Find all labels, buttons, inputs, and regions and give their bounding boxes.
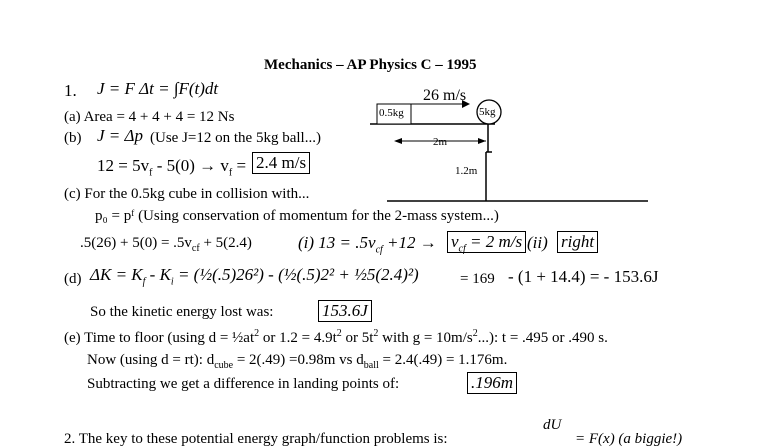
part-b-note: (Use J=12 on the 5kg ball...) bbox=[150, 130, 321, 146]
part-c-ii-label: (ii) bbox=[527, 233, 548, 252]
ball-label: 5kg bbox=[479, 106, 496, 118]
part-b-answer: 2.4 m/s bbox=[252, 152, 310, 174]
part-c-momentum: p₀ = pᶠ (Using conservation of momentum for the 2-mass system...) bbox=[95, 208, 499, 224]
part-d-label: (d) bbox=[64, 271, 82, 287]
part-c-equation: $.5(26) + 5(0) = .5v_{cf} + 5(2.4)$ bbox=[80, 235, 252, 254]
part-d-result: = 169 bbox=[460, 271, 495, 287]
part-d-equation: $\Delta K = K_f - K_i$ = (½(.5)26²) - (½(.5)2² + ½5(2.4)²) bbox=[90, 265, 419, 288]
problem-2-equation: = F(x) (a biggie!) bbox=[575, 431, 683, 447]
part-e-text: (e) Time to floor (using $d = \frac{1}{2}at^2$ or $1.2 = 4.9t^2$ or $5t^2$ with $g = 10m/s^2$...): t = .495 or .490 s. bbox=[64, 328, 608, 346]
height-label: 1.2m bbox=[455, 165, 478, 177]
problem-2-text: 2. The key to these potential energy graph/function problems is: bbox=[64, 431, 448, 447]
problem-number: 1. bbox=[64, 81, 77, 100]
part-e-answer: .196m bbox=[467, 372, 517, 394]
distance-arrowhead-left bbox=[394, 138, 402, 144]
part-a-text: (a) Area = 4 + 4 + 4 = 12 Ns bbox=[64, 109, 235, 125]
part-e-subtract: Subtracting we get a difference in landing points of: bbox=[87, 376, 400, 392]
part-e-now: Now (using d = rt): $d_{cube} = 2(.49) =0.98m$ vs $d_{ball} = 2.4(.49) = 1.176m$. bbox=[87, 352, 508, 371]
part-b-equation: J = Δp bbox=[97, 126, 143, 145]
part-d-answer: 153.6J bbox=[318, 300, 372, 322]
part-c-i-answer: $v_{cf} = 2$ m/s bbox=[447, 231, 526, 253]
impulse-equation: J = F Δt = ∫F(t)dt bbox=[97, 79, 219, 98]
distance-label: 2m bbox=[433, 136, 448, 148]
problem-2-derivative: dU bbox=[543, 417, 562, 433]
part-c-i: (i) $13 = .5v_{cf} +12$ → bbox=[298, 233, 437, 256]
part-b-label: (b) bbox=[64, 130, 82, 146]
distance-arrowhead-right bbox=[478, 138, 486, 144]
part-b-calc: $12 = 5v_f - 5(0) \to v_f$ = bbox=[97, 156, 247, 179]
page-title: Mechanics – AP Physics C – 1995 bbox=[264, 57, 477, 73]
velocity-label: 26 m/s bbox=[423, 87, 467, 104]
part-d-result-2: - (1 + 14.4) = - 153.6J bbox=[508, 267, 659, 286]
part-d-summary: So the kinetic energy lost was: bbox=[90, 304, 274, 320]
part-c-text: (c) For the 0.5kg cube in collision with... bbox=[64, 186, 310, 202]
cube-label: 0.5kg bbox=[379, 107, 404, 119]
part-c-ii-answer: right bbox=[557, 231, 598, 253]
